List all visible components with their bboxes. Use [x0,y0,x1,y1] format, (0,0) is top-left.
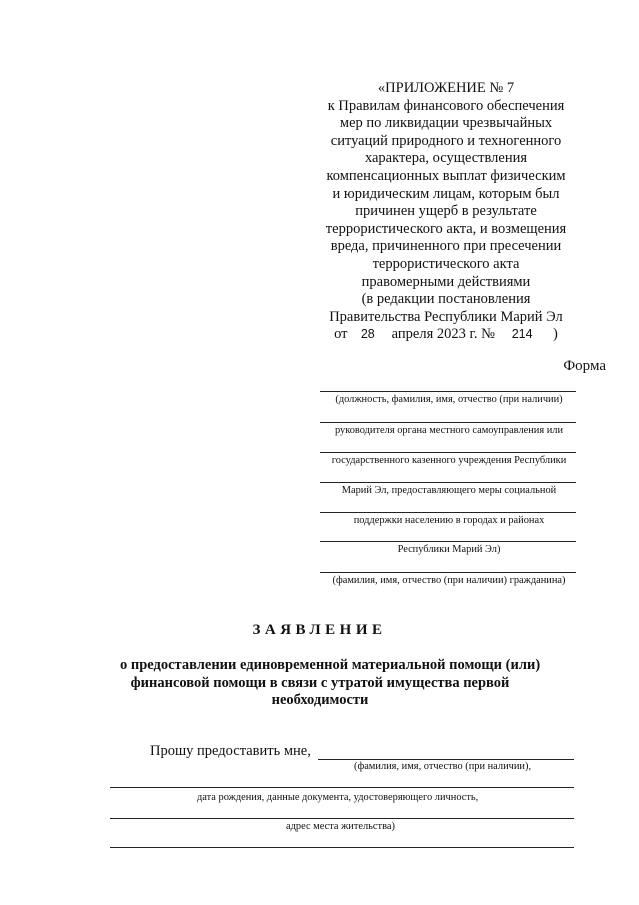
recipient-caption: Республики Марий Эл) [397,544,501,555]
appendix-line: причинен ущерб в результате [355,203,537,220]
appendix-line: террористического акта, и возмещения [325,220,567,237]
recipient-line [320,422,576,423]
appendix-line: Правительства Республики Марий Эл [329,308,563,325]
address-continuation-line [110,847,574,848]
appendix-line: террористического акта [372,255,520,272]
recipient-line [320,482,576,483]
recipient-caption: поддержки населению в городах и районах [353,515,545,526]
recipient-line [320,541,576,542]
appendix-line: характера, осуществления [364,150,528,167]
appendix-line: к Правилам финансового обеспечения [327,97,565,114]
subtitle-line: финансовой помощи в связи с утратой имущества первой [130,674,510,691]
decree-number: 214 [511,327,533,342]
address-field-line [110,818,574,819]
recipient-line [320,572,576,573]
name-field-line [318,759,574,760]
date-month-year: апреля 2023 г. № [391,326,495,343]
recipient-caption: (должность, фамилия, имя, отчество (при наличии) [335,394,563,405]
appendix-line: компенсационных выплат физическим [326,167,566,184]
form-label: Форма [563,358,606,374]
recipient-caption: государственного казенного учреждения Республики [331,455,567,466]
recipient-caption: руководителя органа местного самоуправления или [334,425,564,436]
recipient-caption: (фамилия, имя, отчество (при наличии) гражданина) [332,575,566,586]
appendix-line: вреда, причиненного при пресечении [330,238,562,255]
date-prefix: от [334,326,348,343]
subtitle-line: необходимости [271,692,369,708]
subtitle-line: о предоставлении единовременной материальной помощи (или) [120,657,541,673]
date-day: 28 [360,327,375,342]
document-title: ЗАЯВЛЕНИЕ [252,622,387,638]
recipient-line [320,452,576,453]
appendix-date-line [296,326,596,344]
date-suffix: ) [553,326,558,343]
document-subtitle [120,657,541,710]
appendix-header [296,80,596,344]
name-caption: (фамилия, имя, отчество (при наличии), [354,761,532,772]
birth-field-line [110,787,574,788]
recipient-line [320,512,576,513]
appendix-line: мер по ликвидации чрезвычайных [339,115,553,132]
appendix-line: ситуаций природного и техногенного [330,132,562,149]
appendix-line: «ПРИЛОЖЕНИЕ № 7 [377,80,515,96]
recipient-line [320,391,576,392]
appendix-line: и юридическим лицам, которым был [332,185,560,202]
birth-caption: дата рождения, данные документа, удостоверяющего личность, [197,792,479,803]
request-text: Прошу предоставить мне, [150,743,311,759]
address-caption: адрес места жительства) [286,821,395,832]
appendix-line: (в редакции постановления [361,291,531,308]
appendix-line: правомерными действиями [361,273,531,290]
recipient-caption: Марий Эл, предоставляющего меры социальной [341,485,557,496]
